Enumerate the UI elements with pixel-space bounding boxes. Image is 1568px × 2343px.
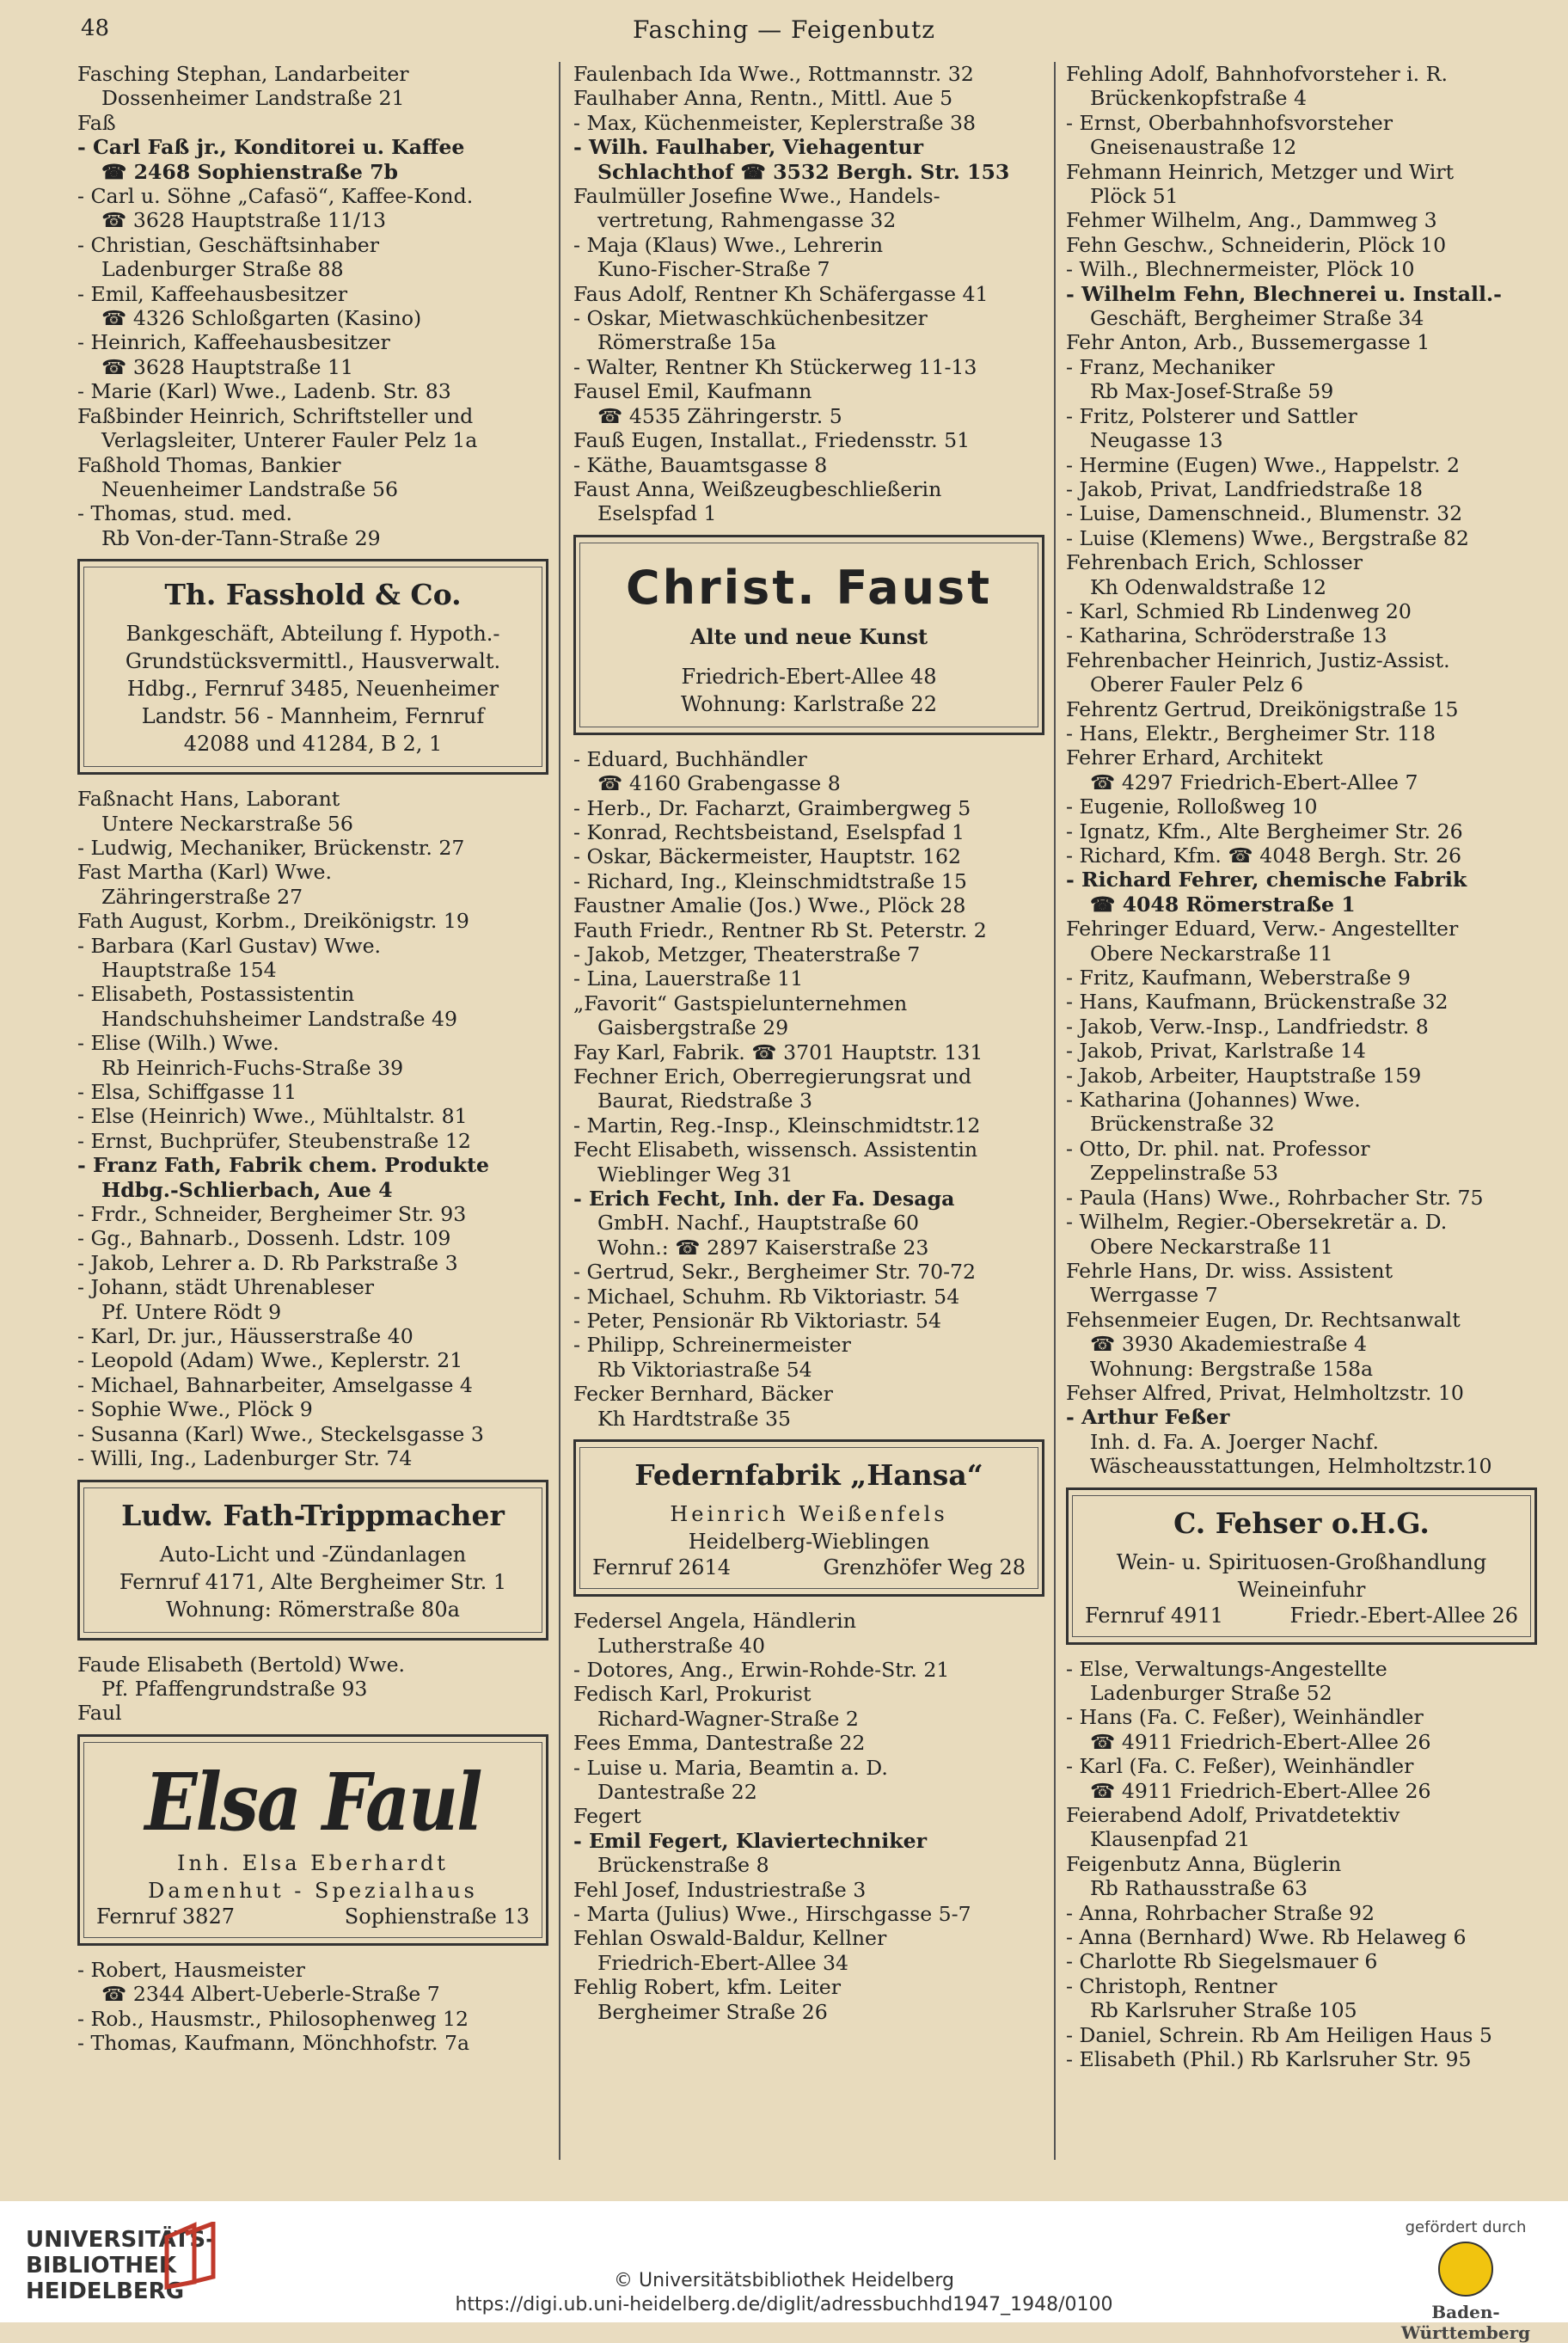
directory-entry: Neugasse 13: [1090, 428, 1223, 453]
directory-entry: Kuno-Fischer-Straße 7: [597, 257, 830, 282]
ad-line: Landstr. 56 - Mannheim, Fernruf: [141, 704, 485, 729]
column-divider: [1054, 62, 1056, 2160]
directory-entry: Untere Neckarstraße 56: [101, 811, 353, 836]
directory-entry: Faßnacht Hans, Laborant: [77, 787, 340, 812]
directory-entry: Faulmüller Josefine Wwe., Handels-: [573, 184, 940, 209]
directory-entry: - Karl, Dr. jur., Häusserstraße 40: [77, 1324, 413, 1349]
library-name-line: UNIVERSITÄTS-: [26, 2227, 215, 2253]
directory-entry: vertretung, Rahmengasse 32: [597, 208, 897, 233]
directory-entry: Fehl Josef, Industriestraße 3: [573, 1877, 867, 1902]
directory-entry: - Dotores, Ang., Erwin-Rohde-Str. 21: [573, 1657, 950, 1682]
directory-entry: Fehlan Oswald-Baldur, Kellner: [573, 1926, 887, 1951]
directory-entry: Rb Von-der-Tann-Straße 29: [101, 525, 381, 550]
directory-entry: Ladenburger Straße 88: [101, 257, 344, 282]
directory-entry: Rb Viktoriastraße 54: [597, 1357, 812, 1382]
directory-entry: - Jakob, Privat, Karlstraße 14: [1066, 1039, 1366, 1064]
directory-entry: GmbH. Nachf., Hauptstraße 60: [597, 1211, 920, 1236]
ad-line: Inh. Elsa Eberhardt: [177, 1850, 449, 1875]
directory-entry: - Thomas, stud. med.: [77, 501, 292, 526]
directory-entry: - Karl, Schmied Rb Lindenweg 20: [1066, 598, 1412, 623]
directory-entry: Fehrentz Gertrud, Dreikönigstraße 15: [1066, 696, 1459, 721]
directory-entry: - Oskar, Bäckermeister, Hauptstr. 162: [573, 844, 961, 869]
directory-entry: - Elisabeth, Postassistentin: [77, 982, 355, 1007]
directory-entry: - Luise, Damenschneid., Blumenstr. 32: [1066, 501, 1463, 526]
directory-entry: - Max, Küchenmeister, Keplerstraße 38: [573, 110, 977, 135]
directory-entry: Gaisbergstraße 29: [597, 1015, 789, 1040]
entry-list: [573, 747, 1044, 1431]
directory-entry: Fehsenmeier Eugen, Dr. Rechtsanwalt: [1066, 1307, 1461, 1332]
directory-entry: Eselspfad 1: [597, 501, 717, 526]
directory-entry: - Martin, Reg.-Insp., Kleinschmidtstr.12: [573, 1113, 981, 1138]
directory-entry: - Karl (Fa. C. Feßer), Weinhändler: [1066, 1754, 1414, 1779]
directory-entry: Fehn Geschw., Schneiderin, Plöck 10: [1066, 232, 1447, 257]
directory-entry: - Carl Faß jr., Konditorei u. Kaffee: [77, 135, 465, 160]
directory-entry: - Maja (Klaus) Wwe., Lehrerin: [573, 232, 884, 257]
directory-entry: - Daniel, Schrein. Rb Am Heiligen Haus 5: [1066, 2022, 1492, 2047]
state-seal-icon: [1438, 2242, 1493, 2297]
directory-entry: Zähringerstraße 27: [101, 884, 303, 909]
ad-lines: [89, 620, 536, 757]
column-2: [573, 62, 1044, 2024]
directory-entry: - Robert, Hausmeister: [77, 1957, 305, 1982]
directory-entry: Bergheimer Straße 26: [597, 1999, 828, 2024]
directory-entry: - Richard Fehrer, chemische Fabrik: [1066, 868, 1467, 892]
directory-entry: Fehmann Heinrich, Metzger und Wirt: [1066, 159, 1455, 184]
directory-entry: Hauptstraße 154: [101, 957, 277, 982]
directory-entry: Rb Rathausstraße 63: [1090, 1876, 1308, 1901]
ad-line: Heidelberg-Wieblingen: [688, 1530, 930, 1555]
directory-entry: Fehrer Erhard, Architekt: [1066, 745, 1323, 770]
directory-entry: Feigenbutz Anna, Büglerin: [1066, 1851, 1342, 1876]
directory-entry: - Christian, Geschäftsinhaber: [77, 232, 380, 257]
ad-line: 42088 und 41284, B 2, 1: [183, 732, 443, 757]
entry-list: [573, 62, 1044, 526]
directory-entry: Faus Adolf, Rentner Kh Schäfergasse 41: [573, 281, 989, 306]
directory-entry: - Jakob, Arbeiter, Hauptstraße 159: [1066, 1063, 1422, 1088]
directory-entry: Fehmer Wilhelm, Ang., Dammweg 3: [1066, 208, 1437, 233]
directory-entry: - Hans, Kaufmann, Brückenstraße 32: [1066, 990, 1449, 1015]
directory-entry: - Jakob, Privat, Landfriedstraße 18: [1066, 476, 1424, 501]
directory-entry: Faßhold Thomas, Bankier: [77, 452, 341, 477]
ad-fasshold: [77, 559, 548, 775]
directory-entry: - Elisabeth (Phil.) Rb Karlsruher Str. 95: [1066, 2047, 1472, 2072]
directory-entry: Wäscheausstattungen, Helmholtzstr.10: [1090, 1454, 1492, 1479]
directory-entry: - Ludwig, Mechaniker, Brückenstr. 27: [77, 835, 465, 860]
directory-entry: Dossenheimer Landstraße 21: [101, 86, 405, 111]
directory-entry: - Fritz, Polsterer und Sattler: [1066, 403, 1357, 428]
directory-entry: Faulenbach Ida Wwe., Rottmannstr. 32: [573, 62, 974, 86]
ad-title: Ludw. Fath-Trippmacher: [121, 1498, 505, 1532]
directory-entry: - Else, Verwaltungs-Angestellte: [1066, 1656, 1387, 1681]
directory-entry: Handschuhsheimer Landstraße 49: [101, 1006, 457, 1031]
ad-line: Bankgeschäft, Abteilung f. Hypoth.-: [126, 622, 500, 647]
library-name-line: BIBLIOTHEK: [26, 2253, 177, 2279]
directory-entry: - Michael, Bahnarbeiter, Amselgasse 4: [77, 1372, 473, 1397]
directory-entry: - Hermine (Eugen) Wwe., Happelstr. 2: [1066, 452, 1461, 477]
ad-title: Th. Fasshold & Co.: [164, 578, 462, 612]
ad-hansa: [573, 1439, 1044, 1597]
directory-entry: Fechner Erich, Oberregierungsrat und: [573, 1064, 972, 1089]
directory-entry: Gneisenaustraße 12: [1090, 135, 1297, 160]
directory-entry: - Rob., Hausmstr., Philosophenweg 12: [77, 2006, 469, 2031]
directory-entry: - Richard, Ing., Kleinschmidtstraße 15: [573, 868, 967, 893]
directory-entry: - Johann, städt Uhrenableser: [77, 1275, 375, 1300]
directory-entry: - Oskar, Mietwaschküchenbesitzer: [573, 306, 928, 331]
directory-entry: Fees Emma, Dantestraße 22: [573, 1731, 866, 1756]
ad-line: Wein- u. Spirituosen-Großhandlung: [1116, 1549, 1487, 1574]
funded-by-label: gefördert durch: [1405, 2218, 1527, 2236]
directory-entry: Fausel Emil, Kaufmann: [573, 379, 812, 404]
directory-entry: Federsel Angela, Händlerin: [573, 1609, 856, 1634]
directory-entry: - Wilh. Faulhaber, Viehagentur: [573, 135, 924, 160]
directory-entry: - Wilhelm, Regier.-Obersekretär a. D.: [1066, 1210, 1448, 1235]
directory-entry: Verlagsleiter, Unterer Fauler Pelz 1a: [101, 428, 478, 453]
ad-subtitle: Alte und neue Kunst: [689, 623, 928, 649]
directory-entry: Pf. Untere Rödt 9: [101, 1299, 282, 1324]
directory-entry: Römerstraße 15a: [597, 330, 776, 355]
directory-entry: Faustner Amalie (Jos.) Wwe., Plöck 28: [573, 893, 966, 918]
directory-entry: Faßbinder Heinrich, Schriftsteller und: [77, 403, 474, 428]
directory-entry: Ladenburger Straße 52: [1090, 1680, 1332, 1705]
ad-lines: [89, 1541, 536, 1623]
directory-entry: - Jakob, Metzger, Theaterstraße 7: [573, 941, 921, 966]
directory-entry: ☎ 4535 Zähringerstr. 5: [597, 403, 842, 428]
ad-line: Hdbg., Fernruf 3485, Neuenheimer: [126, 677, 499, 702]
directory-entry: - Frdr., Schneider, Bergheimer Str. 93: [77, 1202, 467, 1227]
directory-entry: - Elise (Wilh.) Wwe.: [77, 1031, 279, 1056]
directory-entry: Fehlig Robert, kfm. Leiter: [573, 1975, 842, 2000]
directory-entry: - Ernst, Oberbahnhofsvorsteher: [1066, 110, 1393, 135]
directory-entry: - Willi, Ing., Ladenburger Str. 74: [77, 1446, 413, 1471]
directory-entry: Friedrich-Ebert-Allee 34: [597, 1950, 849, 1975]
directory-entry: - Michael, Schuhm. Rb Viktoriastr. 54: [573, 1284, 960, 1309]
directory-entry: - Arthur Feßer: [1066, 1405, 1230, 1430]
library-name-line: HEIDELBERG: [26, 2279, 185, 2304]
page-number: 48: [81, 15, 110, 41]
directory-entry: ☎ 2344 Albert-Ueberle-Straße 7: [101, 1982, 440, 2007]
directory-entry: Wohn.: ☎ 2897 Kaiserstraße 23: [597, 1235, 929, 1260]
directory-entry: - Leopold (Adam) Wwe., Keplerstr. 21: [77, 1348, 463, 1373]
directory-entry: ☎ 2468 Sophienstraße 7b: [101, 159, 399, 184]
directory-entry: Faul: [77, 1701, 122, 1726]
directory-entry: - Hans (Fa. C. Feßer), Weinhändler: [1066, 1705, 1424, 1730]
entry-list: [1066, 1657, 1537, 2072]
directory-entry: - Ignatz, Kfm., Alte Bergheimer Str. 26: [1066, 819, 1463, 843]
directory-entry: - Else (Heinrich) Wwe., Mühltalstr. 81: [77, 1104, 468, 1129]
directory-entry: - Wilh., Blechnermeister, Plöck 10: [1066, 257, 1415, 282]
directory-entry: - Thomas, Kaufmann, Mönchhofstr. 7a: [77, 2030, 470, 2055]
directory-entry: ☎ 3628 Hauptstraße 11: [101, 354, 354, 379]
directory-entry: Inh. d. Fa. A. Joerger Nachf.: [1090, 1429, 1379, 1454]
directory-entry: - Gg., Bahnarb., Dossenh. Ldstr. 109: [77, 1226, 451, 1251]
directory-entry: Fehling Adolf, Bahnhofvorsteher i. R.: [1066, 62, 1448, 86]
directory-entry: Fehrenbach Erich, Schlosser: [1066, 550, 1363, 575]
directory-entry: - Franz, Mechaniker: [1066, 354, 1275, 379]
directory-entry: ☎ 4911 Friedrich-Ebert-Allee 26: [1090, 1729, 1431, 1754]
ad-trippmacher: [77, 1480, 548, 1641]
column-divider: [559, 62, 560, 2160]
directory-entry: Fehrenbacher Heinrich, Justiz-Assist.: [1066, 647, 1450, 672]
ad-lines: [1078, 1549, 1525, 1604]
ad-line: Friedrich-Ebert-Allee 48: [681, 664, 937, 689]
copyright: © Universitätsbibliothek Heidelberg: [613, 2270, 954, 2291]
directory-entry: ☎ 3930 Akademiestraße 4: [1090, 1332, 1367, 1357]
directory-entry: Faß: [77, 110, 116, 135]
directory-entry: Fehser Alfred, Privat, Helmholtzstr. 10: [1066, 1380, 1464, 1405]
directory-entry: - Marie (Karl) Wwe., Ladenb. Str. 83: [77, 379, 451, 404]
ad-phone: Fernruf 3827: [96, 1904, 235, 1929]
directory-entry: - Herb., Dr. Facharzt, Graimbergweg 5: [573, 795, 971, 820]
ad-address: Friedr.-Ebert-Allee 26: [1289, 1603, 1518, 1628]
entry-list: [1066, 62, 1537, 1479]
ad-address: Grenzhöfer Weg 28: [823, 1555, 1026, 1580]
entry-list: [77, 1958, 548, 2056]
directory-entry: - Carl u. Söhne „Cafasö“, Kaffee-Kond.: [77, 184, 474, 209]
directory-entry: Faust Anna, Weißzeugbeschließerin: [573, 476, 942, 501]
ad-title: C. Fehser o.H.G.: [1173, 1506, 1430, 1540]
directory-entry: Werrgasse 7: [1090, 1283, 1218, 1308]
directory-entry: Faulhaber Anna, Rentn., Mittl. Aue 5: [573, 86, 953, 111]
directory-entry: Fehrle Hans, Dr. wiss. Assistent: [1066, 1258, 1393, 1283]
ad-faust: [573, 535, 1044, 735]
directory-entry: Dantestraße 22: [597, 1779, 757, 1804]
directory-entry: ☎ 4911 Friedrich-Ebert-Allee 26: [1090, 1778, 1431, 1803]
directory-entry: - Franz Fath, Fabrik chem. Produkte: [77, 1153, 489, 1178]
ad-title: Federnfabrik „Hansa“: [634, 1458, 983, 1493]
directory-entry: Geschäft, Bergheimer Straße 34: [1090, 306, 1424, 331]
directory-entry: Obere Neckarstraße 11: [1090, 941, 1333, 966]
directory-entry: - Marta (Julius) Wwe., Hirschgasse 5-7: [573, 1901, 971, 1926]
column-3: [1066, 62, 1537, 2071]
column-1: [77, 62, 548, 2055]
state-name: Baden-Württemberg: [1400, 2302, 1531, 2343]
directory-entry: - Anna (Bernhard) Wwe. Rb Helaweg 6: [1066, 1925, 1467, 1950]
directory-entry: Fay Karl, Fabrik. ☎ 3701 Hauptstr. 131: [573, 1040, 983, 1064]
directory-entry: - Eugenie, Rolloßweg 10: [1066, 794, 1318, 819]
directory-entry: Fecker Bernhard, Bäcker: [573, 1382, 833, 1407]
directory-entry: Fedisch Karl, Prokurist: [573, 1682, 812, 1707]
ad-elsa-faul: [77, 1734, 548, 1946]
directory-entry: ☎ 4326 Schloßgarten (Kasino): [101, 306, 422, 331]
directory-entry: - Richard, Kfm. ☎ 4048 Bergh. Str. 26: [1066, 843, 1462, 868]
directory-entry: Hdbg.-Schlierbach, Aue 4: [101, 1177, 393, 1202]
directory-entry: - Erich Fecht, Inh. der Fa. Desaga: [573, 1187, 955, 1211]
ad-line: Heinrich Weißenfels: [670, 1502, 948, 1527]
directory-entry: Baurat, Riedstraße 3: [597, 1089, 812, 1113]
directory-entry: Kh Odenwaldstraße 12: [1090, 574, 1327, 599]
ad-lines: [585, 663, 1032, 718]
directory-entry: Obere Neckarstraße 11: [1090, 1234, 1333, 1259]
directory-entry: Fauß Eugen, Installat., Friedensstr. 51: [573, 428, 971, 453]
ad-address: Sophienstraße 13: [344, 1904, 530, 1929]
directory-entry: - Wilhelm Fehn, Blechnerei u. Install.-: [1066, 281, 1502, 306]
directory-entry: Fecht Elisabeth, wissensch. Assistentin: [573, 1138, 978, 1162]
entry-list: [573, 1609, 1044, 2024]
directory-entry: Zeppelinstraße 53: [1090, 1161, 1278, 1186]
directory-entry: Wohnung: Bergstraße 158a: [1090, 1356, 1374, 1381]
directory-entry: Klausenpfad 21: [1090, 1827, 1251, 1852]
directory-entry: - Anna, Rohrbacher Straße 92: [1066, 1900, 1375, 1925]
directory-entry: Neuenheimer Landstraße 56: [101, 476, 398, 501]
directory-entry: - Susanna (Karl) Wwe., Steckelsgasse 3: [77, 1421, 484, 1446]
directory-entry: Fehringer Eduard, Verw.- Angestellter: [1066, 917, 1459, 941]
directory-entry: ☎ 3628 Hauptstraße 11/13: [101, 208, 387, 233]
directory-entry: - Eduard, Buchhändler: [573, 746, 807, 771]
directory-entry: Schlachthof ☎ 3532 Bergh. Str. 153: [597, 159, 1010, 184]
directory-entry: Fasching Stephan, Landarbeiter: [77, 62, 409, 86]
directory-entry: - Fritz, Kaufmann, Weberstraße 9: [1066, 966, 1411, 991]
directory-entry: Brückenkopfstraße 4: [1090, 86, 1307, 111]
entry-list: [77, 787, 548, 1470]
directory-entry: ☎ 4297 Friedrich-Ebert-Allee 7: [1090, 770, 1418, 794]
ad-line: Wohnung: Karlstraße 22: [681, 691, 937, 716]
ad-title: Christ. Faust: [625, 560, 993, 615]
directory-entry: Richard-Wagner-Straße 2: [597, 1706, 859, 1731]
ad-line: Damenhut - Spezialhaus: [148, 1878, 478, 1903]
directory-entry: Rb Karlsruher Straße 105: [1090, 1998, 1357, 2023]
directory-entry: Fast Martha (Karl) Wwe.: [77, 860, 333, 885]
directory-entry: - Sophie Wwe., Plöck 9: [77, 1397, 313, 1422]
directory-entry: Brückenstraße 32: [1090, 1112, 1275, 1137]
directory-entry: - Christoph, Rentner: [1066, 1973, 1277, 1998]
directory-entry: Brückenstraße 8: [597, 1853, 769, 1878]
directory-entry: Oberer Fauler Pelz 6: [1090, 672, 1304, 697]
directory-entry: - Elsa, Schiffgasse 11: [77, 1080, 297, 1104]
ad-line: Fernruf 4171, Alte Bergheimer Str. 1: [119, 1569, 507, 1594]
directory-entry: - Luise (Klemens) Wwe., Bergstraße 82: [1066, 525, 1469, 550]
directory-entry: Plöck 51: [1090, 184, 1179, 209]
directory-entry: Faude Elisabeth (Bertold) Wwe.: [77, 1652, 406, 1677]
directory-entry: - Philipp, Schreinermeister: [573, 1333, 851, 1358]
directory-entry: ☎ 4160 Grabengasse 8: [597, 771, 841, 796]
directory-entry: Feierabend Adolf, Privatdetektiv: [1066, 1803, 1400, 1827]
directory-entry: - Gertrud, Sekr., Bergheimer Str. 70-72: [573, 1260, 977, 1285]
elsa-faul-logo: Elsa Faul: [144, 1755, 481, 1849]
directory-entry: Fehr Anton, Arb., Bussemergasse 1: [1066, 330, 1430, 355]
directory-entry: Rb Max-Josef-Straße 59: [1090, 379, 1334, 404]
directory-entry: - Hans, Elektr., Bergheimer Str. 118: [1066, 721, 1436, 745]
ad-line: Wohnung: Römerstraße 80a: [166, 1597, 460, 1622]
directory-entry: - Charlotte Rb Siegelsmauer 6: [1066, 1949, 1378, 1974]
directory-entry: - Konrad, Rechtsbeistand, Eselspfad 1: [573, 819, 965, 844]
directory-entry: - Otto, Dr. phil. nat. Professor: [1066, 1136, 1370, 1161]
ad-line: Grundstücksvermittl., Hausverwalt.: [125, 649, 501, 674]
running-head: Fasching — Feigenbutz: [633, 15, 935, 44]
directory-entry: - Käthe, Bauamtsgasse 8: [573, 452, 828, 477]
directory-entry: - Lina, Lauerstraße 11: [573, 966, 804, 991]
directory-entry: Rb Heinrich-Fuchs-Straße 39: [101, 1055, 404, 1080]
directory-entry: ☎ 4048 Römerstraße 1: [1090, 892, 1356, 917]
directory-entry: Fath August, Korbm., Dreikönigstr. 19: [77, 909, 469, 934]
ad-line: Weineinfuhr: [1237, 1577, 1366, 1602]
directory-entry: - Heinrich, Kaffeehausbesitzer: [77, 330, 390, 355]
directory-entry: Pf. Pfaffengrundstraße 93: [101, 1676, 368, 1701]
ad-phone: Fernruf 2614: [592, 1555, 731, 1580]
directory-entry: - Walter, Rentner Kh Stückerweg 11-13: [573, 354, 977, 379]
funding-note: [1375, 2218, 1556, 2343]
directory-entry: Lutherstraße 40: [597, 1633, 765, 1658]
ad-fehser: [1066, 1487, 1537, 1645]
source-url[interactable]: https://digi.ub.uni-heidelberg.de/diglit/adressbuchhd1947_1948/0100: [455, 2294, 1113, 2315]
ad-phone: Fernruf 4911: [1085, 1603, 1223, 1628]
entry-list: [77, 62, 548, 550]
directory-entry: Wieblinger Weg 31: [597, 1162, 793, 1187]
directory-entry: Kh Hardtstraße 35: [597, 1406, 792, 1431]
directory-entry: - Emil Fegert, Klaviertechniker: [573, 1828, 928, 1853]
directory-entry: - Ernst, Buchprüfer, Steubenstraße 12: [77, 1128, 471, 1153]
directory-entry: - Luise u. Maria, Beamtin a. D.: [573, 1755, 888, 1780]
directory-entry: „Favorit“ Gastspielunternehmen: [573, 991, 908, 1015]
directory-entry: - Barbara (Karl Gustav) Wwe.: [77, 933, 382, 958]
directory-entry: - Paula (Hans) Wwe., Rohrbacher Str. 75: [1066, 1185, 1484, 1210]
directory-entry: - Jakob, Verw.-Insp., Landfriedstr. 8: [1066, 1014, 1429, 1039]
directory-entry: - Peter, Pensionär Rb Viktoriastr. 54: [573, 1309, 941, 1334]
ad-line: Auto-Licht und -Zündanlagen: [159, 1542, 467, 1567]
entry-list: [77, 1653, 548, 1726]
directory-entry: - Jakob, Lehrer a. D. Rb Parkstraße 3: [77, 1250, 458, 1275]
directory-entry: Fegert: [573, 1804, 641, 1829]
directory-entry: - Katharina (Johannes) Wwe.: [1066, 1088, 1361, 1113]
directory-entry: - Katharina, Schröderstraße 13: [1066, 623, 1387, 648]
directory-entry: Fauth Friedr., Rentner Rb St. Peterstr. 2: [573, 917, 987, 942]
directory-entry: - Emil, Kaffeehausbesitzer: [77, 281, 347, 306]
